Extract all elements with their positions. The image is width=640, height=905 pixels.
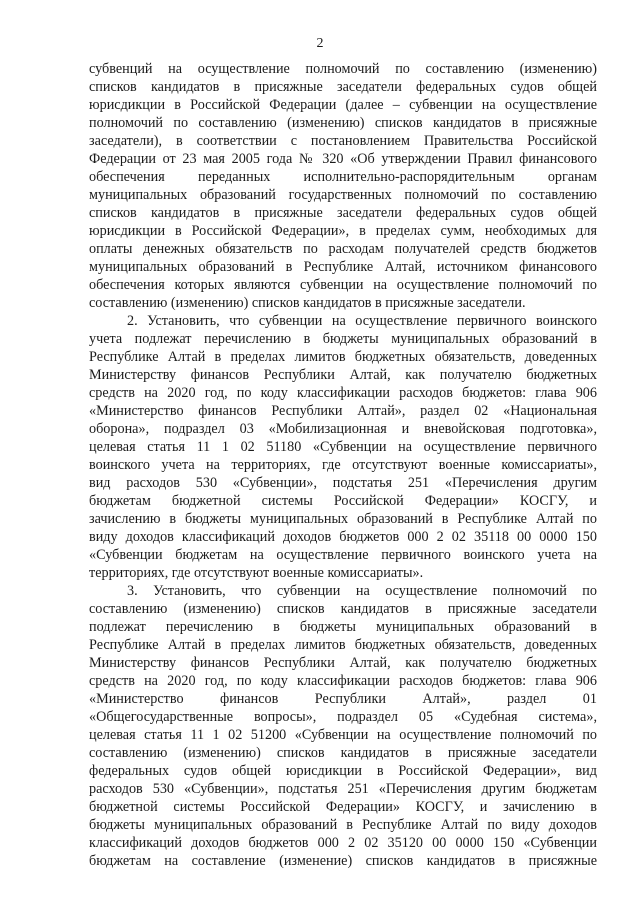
text-line: списков кандидатов в присяжные заседатели федеральных судов общей xyxy=(89,79,597,95)
text-line: Федерации от 23 мая 2005 года № 320 «Об утверждении Правил финансового xyxy=(89,151,597,167)
text-line: 2. Установить, что субвенции на осуществление первичного воинского xyxy=(127,313,597,329)
text-line: полномочий по составлению (изменению) списков кандидатов в присяжные xyxy=(89,115,597,131)
text-line: оплаты денежных обязательств по расходам получателей средств бюджетов xyxy=(89,241,597,257)
text-line: бюджетам на составление (изменение) списков кандидатов в присяжные xyxy=(89,853,597,869)
text-line: средств на 2020 год, по коду классификации расходов бюджетов: глава 906 xyxy=(89,385,597,401)
text-line: расходов 530 «Субвенции», подстатья 251 «Перечисления другим бюджетам xyxy=(89,781,597,797)
text-line: составлению (изменению) списков кандидатов в присяжные заседатели xyxy=(89,745,597,761)
text-line: виду доходов классификаций доходов бюджетов 000 2 02 35118 00 0000 150 xyxy=(89,529,597,545)
document-body xyxy=(89,60,597,870)
text-line: средств на 2020 год, по коду классификации расходов бюджетов: глава 906 xyxy=(89,673,597,689)
text-line: учета подлежат перечислению в бюджеты муниципальных образований в xyxy=(89,331,597,347)
text-line: «Министерство финансов Республики Алтай», раздел 01 xyxy=(89,691,597,707)
text-line: Министерству финансов Республики Алтай, как получателю бюджетных xyxy=(89,367,597,383)
text-line: муниципальных образований государственных полномочий по составлению xyxy=(89,187,597,203)
text-line: оборона», подраздел 03 «Мобилизационная и вневойсковая подготовка», xyxy=(89,421,597,437)
text-line: территориях, где отсутствуют военные комиссариаты». xyxy=(89,565,424,581)
clause-3 xyxy=(89,582,597,870)
text-line: воинского учета на территориях, где отсутствуют военные комиссариаты», xyxy=(89,457,597,473)
text-line: вид расходов 530 «Субвенции», подстатья 251 «Перечисления другим xyxy=(89,475,597,491)
text-line: федеральных судов общей юрисдикции в Российской Федерации», вид xyxy=(89,763,597,779)
text-line: бюджетной системы Российской Федерации» КОСГУ, и зачислению в xyxy=(89,799,597,815)
text-line: целевая статья 11 1 02 51180 «Субвенции на осуществление первичного xyxy=(89,439,597,455)
text-line: классификаций доходов бюджетов 000 2 02 35120 00 0000 150 «Субвенции xyxy=(89,835,597,851)
paragraph-continuation xyxy=(89,60,597,312)
text-line: «Общегосударственные вопросы», подраздел 05 «Судебная система», xyxy=(89,709,597,725)
text-line: «Министерство финансов Республики Алтай», раздел 02 «Национальная xyxy=(89,403,597,419)
text-line: муниципальных образований в Республике Алтай, источником финансового xyxy=(89,259,597,275)
page-number: 2 xyxy=(316,36,324,51)
text-line: юрисдикции в Российской Федерации (далее – субвенции на осуществление xyxy=(89,97,597,113)
text-line: Республике Алтай в пределах лимитов бюджетных обязательств, доведенных xyxy=(89,637,597,653)
clause-2 xyxy=(89,312,597,582)
text-line: подлежат перечислению в бюджеты муниципальных образований в xyxy=(89,619,597,635)
text-line: зачислению в бюджеты муниципальных образований в Республике Алтай по xyxy=(89,511,597,527)
text-line: составлению (изменению) списков кандидатов в присяжные заседатели. xyxy=(89,295,526,311)
text-line: субвенций на осуществление полномочий по составлению (изменению) xyxy=(89,61,597,77)
text-line: 3. Установить, что субвенции на осуществление полномочий по xyxy=(127,583,597,599)
text-line: Министерству финансов Республики Алтай, как получателю бюджетных xyxy=(89,655,597,671)
text-line: обеспечения переданных исполнительно-распорядительным органам xyxy=(89,169,597,185)
text-line: бюджеты муниципальных образований в Республике Алтай по виду доходов xyxy=(89,817,597,833)
text-line: Республике Алтай в пределах лимитов бюджетных обязательств, доведенных xyxy=(89,349,597,365)
text-line: бюджетам бюджетной системы Российской Федерации» КОСГУ, и xyxy=(89,493,597,509)
text-line: целевая статья 11 1 02 51200 «Субвенции на осуществление полномочий по xyxy=(89,727,597,743)
text-line: составлению (изменению) списков кандидатов в присяжные заседатели xyxy=(89,601,597,617)
text-line: заседатели), в соответствии с постановлением Правительства Российской xyxy=(89,133,597,149)
text-line: обеспечения которых являются субвенции на осуществление полномочий по xyxy=(89,277,597,293)
text-line: списков кандидатов в присяжные заседатели федеральных судов общей xyxy=(89,205,597,221)
text-line: «Субвенции бюджетам на осуществление первичного воинского учета на xyxy=(89,547,597,563)
text-line: юрисдикции в Российской Федерации», в пределах сумм, необходимых для xyxy=(89,223,597,239)
